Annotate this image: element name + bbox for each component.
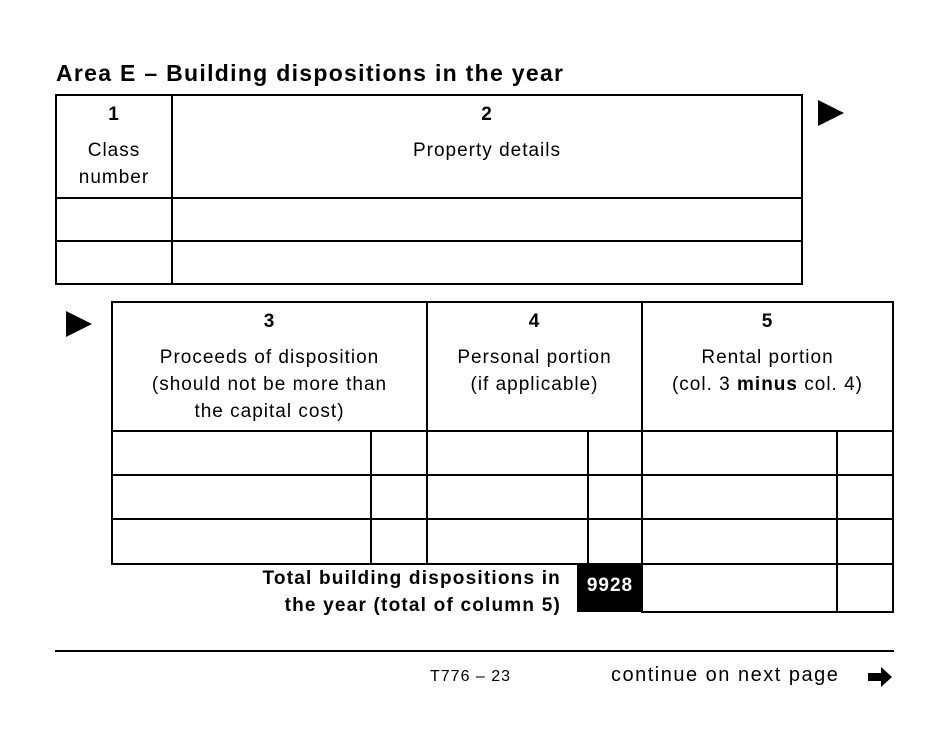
proceeds-cents-row3[interactable] [374, 522, 424, 561]
property-details-input-row1[interactable] [175, 201, 799, 238]
col5-label-pre: (col. 3 [671, 374, 738, 395]
personal-cents-row1[interactable] [591, 434, 639, 472]
property-details-input-row2[interactable] [175, 244, 799, 281]
continue-right-arrow-icon [818, 100, 844, 126]
col3-number: 3 [263, 311, 276, 332]
section-title: Area E – Building dispositions in the year [56, 60, 565, 86]
col4-header [428, 308, 641, 398]
total-cents-input[interactable] [840, 567, 890, 609]
class-number-input-row2[interactable] [59, 244, 169, 281]
table1-row-divider [55, 240, 803, 242]
col5-number: 5 [761, 311, 774, 332]
total-cents-divider [836, 563, 838, 613]
proceeds-cents-row2[interactable] [374, 478, 424, 516]
col4-label-line2: (if applicable) [470, 374, 599, 395]
rental-cents-row2[interactable] [840, 478, 890, 516]
personal-cents-row2[interactable] [591, 478, 639, 516]
form-id: T776 – 23 [430, 668, 512, 685]
table1-header-divider [55, 197, 803, 199]
personal-cents-row3[interactable] [591, 522, 639, 561]
col3-label-line2: (should not be more than [151, 374, 388, 395]
rental-dollars-row3[interactable] [645, 522, 834, 561]
col4-label-line1: Personal portion [457, 347, 612, 368]
rental-cents-row1[interactable] [840, 434, 890, 472]
rental-dollars-row1[interactable] [645, 434, 834, 472]
total-dollars-input[interactable] [645, 567, 834, 609]
class-number-input-row1[interactable] [59, 201, 169, 238]
proceeds-dollars-row1[interactable] [115, 434, 368, 472]
personal-dollars-row1[interactable] [430, 434, 585, 472]
footer-divider [55, 650, 894, 652]
table2-col3-cents-divider [370, 430, 372, 565]
col1-label-line1: Class [87, 140, 141, 161]
continued-arrow-icon [66, 311, 92, 337]
col2-header [173, 101, 801, 164]
proceeds-dollars-row2[interactable] [115, 478, 368, 516]
col1-label-line2: number [78, 167, 150, 188]
col5-label-post: col. 4) [797, 374, 863, 395]
personal-dollars-row3[interactable] [430, 522, 585, 561]
col4-number: 4 [528, 311, 541, 332]
table2-col5-cents-divider [836, 430, 838, 565]
col1-header [57, 101, 171, 191]
rental-dollars-row2[interactable] [645, 478, 834, 516]
line-code-badge: 9928 [577, 563, 643, 612]
proceeds-dollars-row3[interactable] [115, 522, 368, 561]
col1-number: 1 [108, 104, 120, 125]
continue-arrow-icon [866, 664, 894, 690]
table2-header-divider [111, 430, 894, 432]
col3-label-line3: the capital cost) [194, 401, 345, 422]
table2-row2-divider [111, 518, 894, 520]
rental-cents-row3[interactable] [840, 522, 890, 561]
col2-label: Property details [412, 140, 561, 161]
col3-label-line1: Proceeds of disposition [159, 347, 380, 368]
col3-header [113, 308, 426, 425]
table2-row1-divider [111, 474, 894, 476]
table2-col4-cents-divider [587, 430, 589, 565]
continue-text: continue on next page [611, 664, 840, 686]
personal-dollars-row2[interactable] [430, 478, 585, 516]
total-label-line1: Total building dispositions in [262, 568, 561, 589]
proceeds-cents-row1[interactable] [374, 434, 424, 472]
col5-label-bold: minus [737, 374, 798, 395]
total-label-line2: the year (total of column 5) [284, 595, 561, 616]
col5-header [643, 308, 892, 398]
col2-number: 2 [481, 104, 493, 125]
total-label [150, 565, 561, 619]
col5-label-line1: Rental portion [701, 347, 834, 368]
